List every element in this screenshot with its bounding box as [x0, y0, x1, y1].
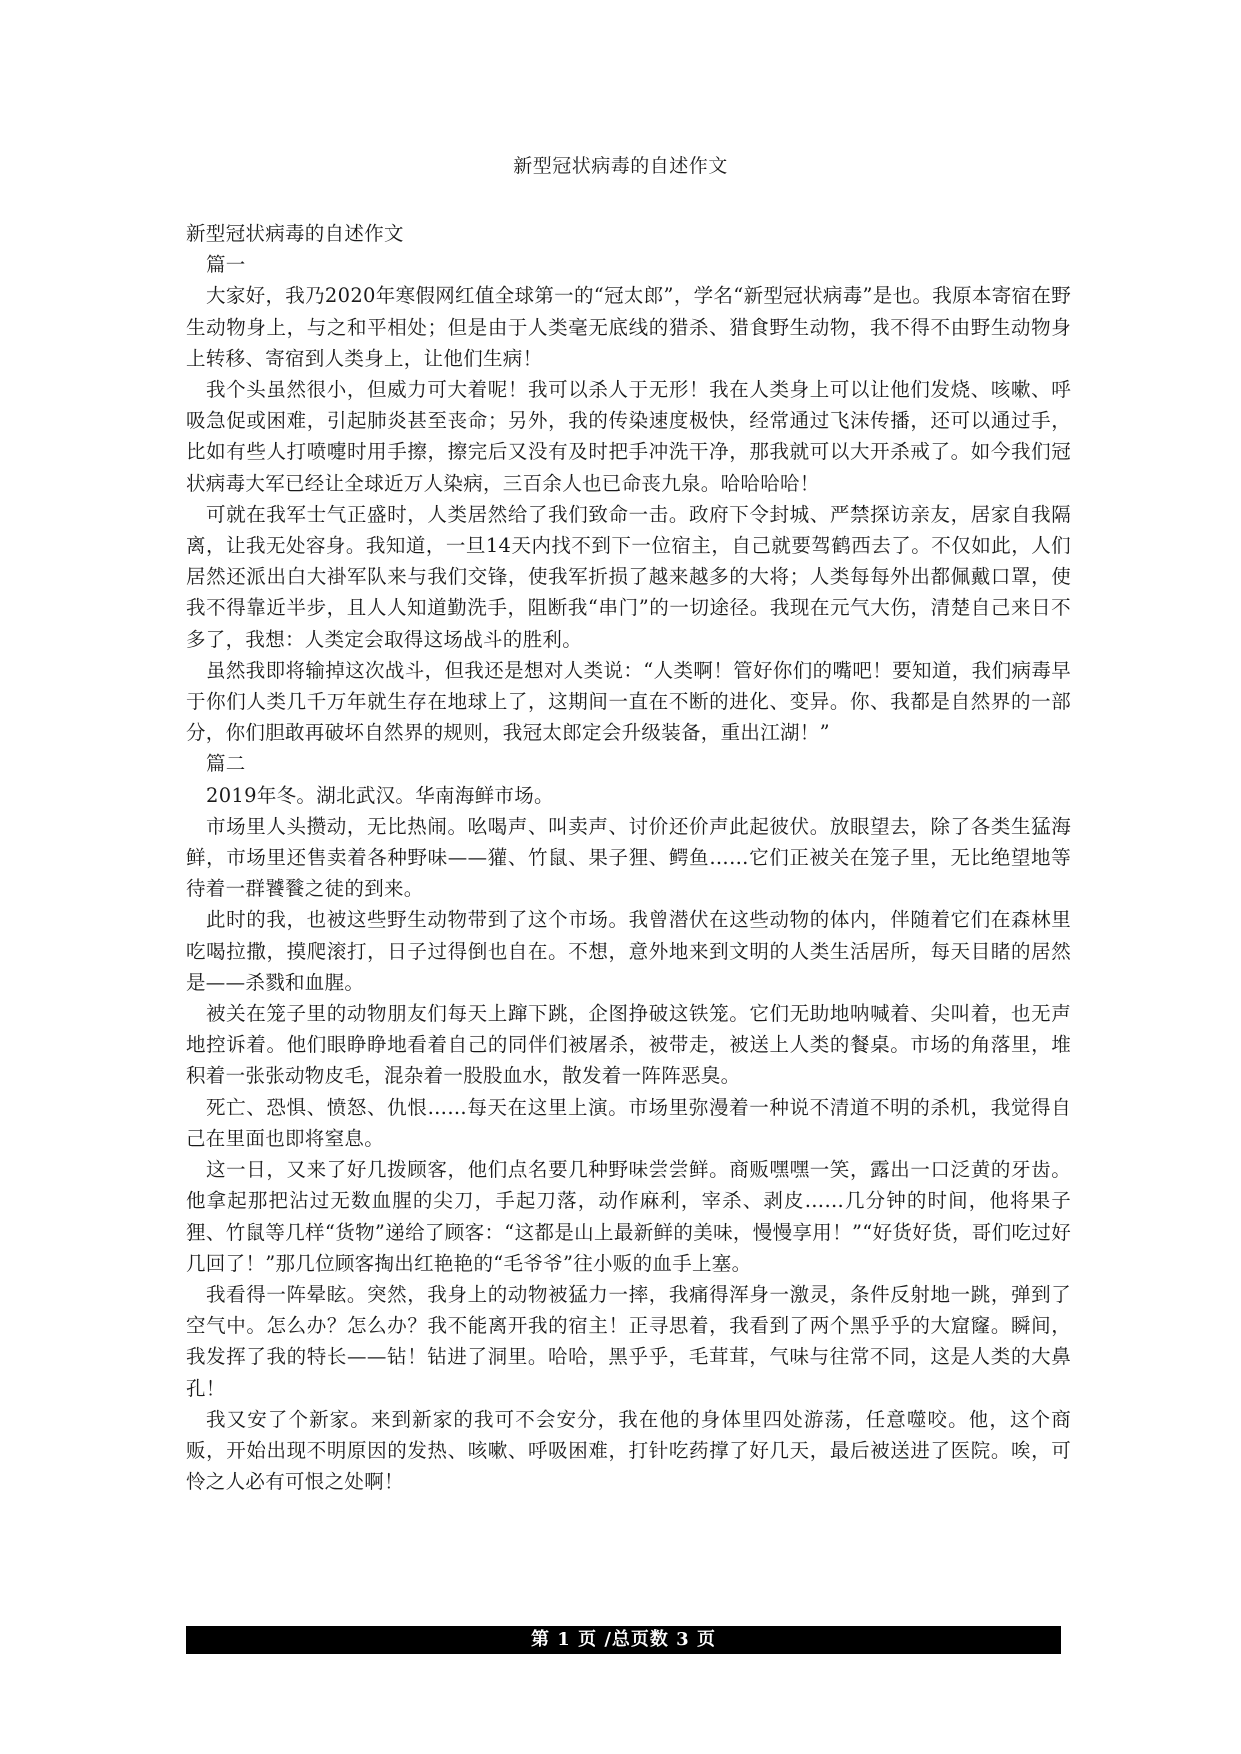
paragraph: 虽然我即将输掉这次战斗，但我还是想对人类说：“人类啊！管好你们的嘴吧！要知道，我们病毒早于你们人类几千万年就生存在地球上了，这期间一直在不断的进化、变异。你、我都是自然界的一部分，你们胆敢再破坏自然界的规则，我冠太郎定会升级装备，重出江湖！” [186, 658, 1071, 745]
body-subtitle: 新型冠状病毒的自述作文 [186, 222, 404, 245]
paragraph: 被关在笼子里的动物朋友们每天上蹿下跳，企图挣破这铁笼。它们无助地呐喊着、尖叫着，也无声地控诉着。他们眼睁睁地看着自己的同伴们被屠杀，被带走，被送上人类的餐桌。市场的角落里，堆积着一张张动物皮毛，混杂着一股股血水，散发着一阵阵恶臭。 [186, 1002, 1071, 1088]
paragraph: 我个头虽然很小，但威力可大着呢！我可以杀人于无形！我在人类身上可以让他们发烧、咳嗽、呼吸急促或困难，引起肺炎甚至丧命；另外，我的传染速度极快，经常通过飞沫传播，还可以通过手，比如有些人打喷嚏时用手擦，擦完后又没有及时把手冲洗干净，那我就可以大开杀戒了。如今我们冠状病毒大军已经让全球近万人染病，三百余人也已命丧九泉。哈哈哈哈！ [186, 378, 1071, 495]
paragraph: 这一日，又来了好几拨顾客，他们点名要几种野味尝尝鲜。商贩嘿嘿一笑，露出一口泛黄的牙齿。他拿起那把沾过无数血腥的尖刀，手起刀落，动作麻利，宰杀、剥皮……几分钟的时间，他将果子狸、竹鼠等几样“货物”递给了顾客：“这都是山上最新鲜的美味，慢慢享用！”“好货好货，哥们吃过好几回了！”那几位顾客掏出红艳艳的“毛爷爷”往小贩的血手上塞。 [186, 1158, 1071, 1275]
section-heading-1: 篇一 [206, 253, 246, 277]
paragraph: 死亡、恐惧、愤怒、仇恨……每天在这里上演。市场里弥漫着一种说不清道不明的杀机，我觉得自己在里面也即将窒息。 [186, 1095, 1071, 1150]
paragraph: 市场里人头攒动，无比热闹。吆喝声、叫卖声、讨价还价声此起彼伏。放眼望去，除了各类生猛海鲜，市场里还售卖着各种野味——獾、竹鼠、果子狸、鳄鱼……它们正被关在笼子里，无比绝望地等待着一群饕餮之徒的到来。 [186, 814, 1071, 901]
paragraph: 可就在我军士气正盛时，人类居然给了我们致命一击。政府下令封城、严禁探访亲友，居家自我隔离，让我无处容身。我知道，一旦14天内找不到下一位宿主，自己就要驾鹤西去了。不仅如此，人们居然还派出白大褂军队来与我们交锋，使我军折损了越来越多的大将；人类每每外出都佩戴口罩，使我不得靠近半步，且人人知道勤洗手，阻断我“串门”的一切途径。我现在元气大伤，清楚自己来日不多了，我想：人类定会取得这场战斗的胜利。 [186, 502, 1071, 651]
section-heading-2: 篇二 [206, 752, 246, 776]
page-footer: 第 1 页 /总页数 3 页 [186, 1626, 1061, 1654]
paragraph: 2019年冬。湖北武汉。华南海鲜市场。 [206, 783, 554, 807]
paragraph: 我看得一阵晕眩。突然，我身上的动物被猛力一摔，我痛得浑身一激灵，条件反射地一跳，弹到了空气中。怎么办？怎么办？我不能离开我的宿主！正寻思着，我看到了两个黑乎乎的大窟窿。瞬间，我发挥了我的特长——钻！钻进了洞里。哈哈，黑乎乎，毛茸茸，气味与往常不同，这是人类的大鼻孔！ [186, 1282, 1071, 1400]
document-body [186, 218, 1071, 1497]
paragraph: 我又安了个新家。来到新家的我可不会安分，我在他的身体里四处游荡，任意噬咬。他，这个商贩，开始出现不明原因的发热、咳嗽、呼吸困难，打针吃药撑了好几天，最后被送进了医院。唉，可怜之人必有可恨之处啊！ [186, 1407, 1071, 1494]
document-title: 新型冠状病毒的自述作文 [513, 155, 728, 177]
paragraph: 大家好，我乃2020年寒假网红值全球第一的“冠太郎”，学名“新型冠状病毒”是也。我原本寄宿在野生动物身上，与之和平相处；但是由于人类毫无底线的猎杀、猎食野生动物，我不得不由野生动物身上转移、寄宿到人类身上，让他们生病！ [186, 284, 1071, 370]
paragraph: 此时的我，也被这些野生动物带到了这个市场。我曾潜伏在这些动物的体内，伴随着它们在森林里吃喝拉撒，摸爬滚打，日子过得倒也自在。不想，意外地来到文明的人类生活居所，每天目睹的居然是——杀戮和血腥。 [186, 908, 1071, 994]
